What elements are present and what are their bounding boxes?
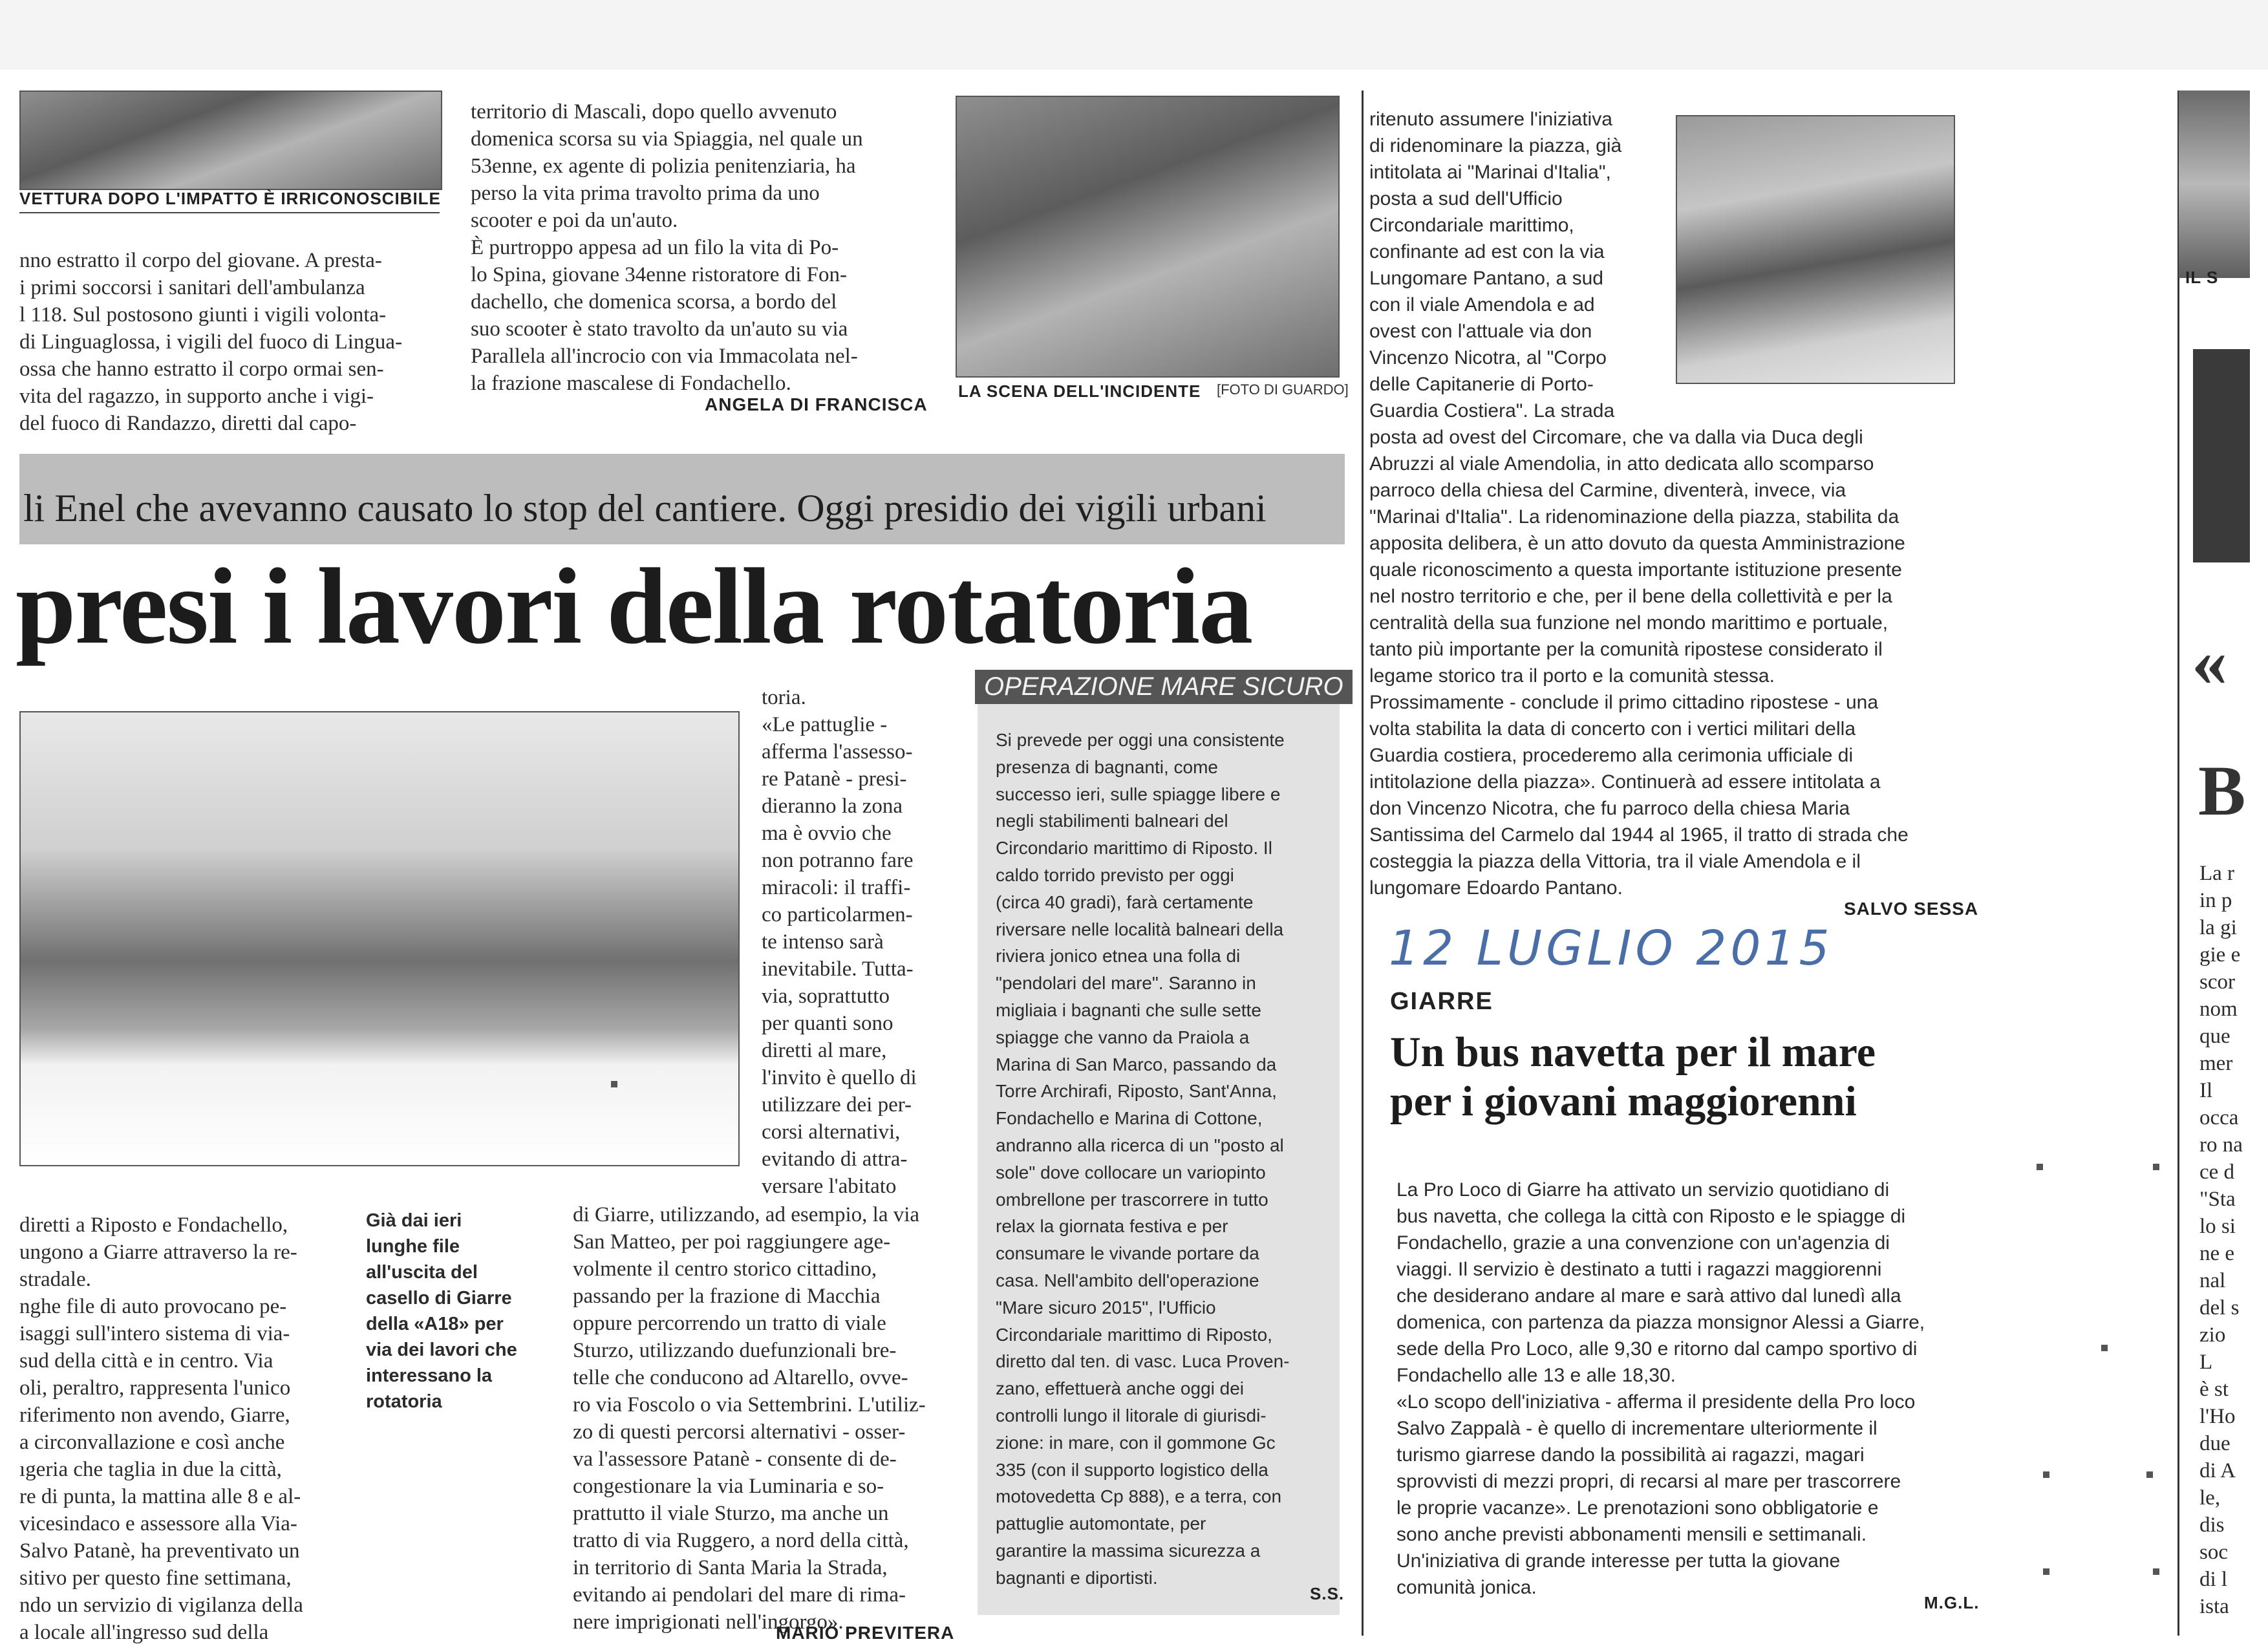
scan-dot (611, 1081, 617, 1087)
piazza-col-wide: posta ad ovest del Circomare, che va dalla via Duca degli Abruzzi al viale Amendolia, in atto dedicata allo scomparso parroco della chiesa del Carmine, diventerà, invece, via "Marinai d'Italia". La ridenominazione della piazza, stabilita da apposita delibera, è un atto dovuto da questa Amministrazione quale riconoscimento a questa importante istituzione presente nel nostro territorio e che, per il bene della collettività e per la centralità della sua funzione nel mondo marittimo e portuale, tanto più importante per la comunità ripostese considerato il legame storico tra il porto e la comunità stessa. Prossimamente - conclude il primo cittadino ripostese - una volta stabilita la data di concerto con i vertici militari della Guardia costiera, procederemo alla cerimonia ufficiale di intitolazione della piazza». Continuerà ad essere intitolata a don Vincenzo Nicotra, che fu parroco della chiesa Maria Santissima del Carmelo dal 1944 al 1965, il tratto di strada che costeggia la piazza della Vittoria, tra il viale Amendola e il lungomare Edoardo Pantano. (1369, 427, 1909, 899)
piazza-photo (1676, 115, 1955, 384)
scan-dot (2153, 1164, 2159, 1170)
handwritten-date: 12 LUGLIO 2015 (1389, 921, 1834, 976)
accident-scene-photo (956, 96, 1340, 378)
mare-sicuro-text: Si prevede per oggi una consistente presenza di bagnanti, come successo ieri, sulle spiagge libere e negli stabilimenti balneari del Circondario marittimo di Riposto. Il caldo torrido previsto per oggi (circa 40 gradi), farà certamente riversare nelle località balneari della riviera jonico etnea una folla di "pendolari del mare". Saranno in migliaia i bagnanti che sulle sette spiagge che vanno da Praiola a Marina di San Marco, passando da Torre Archirafi, Riposto, Sant'Anna, Fondachello e Marina di Cottone, andranno alla ricerca di un "posto al sole" dove collocare un variopinto ombrellone per trascorrere in tutto relax la giornata festiva e per consumare le vivande portare da casa. Nell'ambito dell'operazione "Mare sicuro 2015", l'Ufficio Circondariale marittimo di Riposto, diretto dal ten. di vasc. Luca Proven- zano, effettuerà anche oggi dei controlli lungo il litorale di giurisdi- zione: in mare, con il gommone Gc 335 (con il supporto logistico della motovedetta Cp 888), e a terra, con pattuglie automontate, per garantire la massima sicurezza a bagnanti e diportisti. (996, 730, 1290, 1588)
right-edge-photo (2179, 91, 2250, 278)
byline-mario: MARIO PREVITERA (776, 1623, 955, 1643)
photo-caption-left: VETTURA DOPO L'IMPATTO È IRRICONOSCIBILE (19, 189, 441, 208)
column-rule-right (2177, 91, 2179, 1636)
scan-margin (0, 0, 2268, 70)
giarre-signature: M.G.L. (1924, 1593, 1980, 1612)
right-edge-letter: B (2198, 751, 2246, 830)
main-col-left: diretti a Riposto e Fondachello, ungono a Giarre attraverso la re- stradale. nghe file di auto provocano pe- isaggi sull'intero sistema di via- sud della città e in centro. Via oli, peraltro, rappresenta l'unico riferimento non avendo, Giarre, a circonvallazione e così anche ıgeria che taglia in due la città, re di punta, la mattina alle 8 e al- vicesindaco e assessore alla Via- Salvo Patanè, ha preventivato un sitivo per questo fine settimana, ndo un servizio di vigilanza della a locale all'ingresso sud della (19, 1213, 303, 1644)
left-top-rule (19, 212, 440, 213)
scan-dot (2043, 1568, 2049, 1575)
right-edge-caption: IL S (2185, 268, 2219, 287)
right-edge-dark-block (2193, 349, 2250, 562)
main-col-b: di Giarre, utilizzando, ad esempio, la via San Matteo, per poi raggiungere age- volmente il centro storico cittadino, passando per la frazione di Macchia oppure percorrendo un tratto di viale Sturzo, utilizzando duefunzionali bre- telle che conducono ad Altarello, ovve- ro via Foscolo o via Settembrini. L'utiliz- zo di questi percorsi alternativi - osser- va l'assessore Patanè - consente di de- congestionare la via Luminaria e so- prattutto il viale Sturzo, ma anche un tratto di via Ruggero, a nord della città, in territorio di Santa Maria la Strada, evitando ai pendolari del mare di rima- nere imprigionati nell'ingorgo». (573, 1203, 926, 1634)
scene-photo-caption: LA SCENA DELL'INCIDENTE (958, 381, 1201, 401)
mid-top-text: territorio di Mascali, dopo quello avvenuto domenica scorsa su via Spiaggia, nel quale un 53enne, ex agente di polizia penitenziaria, ha perso la vita prima travolto prima da uno scooter e poi da un'auto. È purtroppo appesa ad un filo la vita di Po- lo Spina, giovane 34enne ristoratore di Fon- dachello, che domenica scorsa, a bordo del suo scooter è stato travolto da un'auto su via Parallela all'incrocio con via Immacolata nel- la frazione mascalese di Fondachello. (471, 100, 863, 395)
scene-photo-credit: [FOTO DI GUARDO] (1217, 381, 1349, 398)
scan-dot (2037, 1164, 2043, 1170)
rotatoria-photo (19, 711, 740, 1166)
giarre-headline: Un bus navetta per il mare per i giovani maggiorenni (1390, 1029, 1876, 1125)
scan-dot (2101, 1345, 2108, 1351)
mare-sicuro-signature: S.S. (1310, 1584, 1345, 1603)
byline-angela: ANGELA DI FRANCISCA (705, 394, 928, 414)
mare-sicuro-title: OPERAZIONE MARE SICURO (975, 670, 1353, 704)
rotatoria-photo-caption: Già dai ieri lunghe file all'uscita del casello di Giarre della «A18» per via dei lavori che interessano la rotatoria (366, 1210, 517, 1412)
piazza-col-narrow: ritenuto assumere l'iniziativa di ridenominare la piazza, già intitolata ai "Marinai d'Italia", posta a sud dell'Ufficio Circondariale marittimo, confinante ad est con la via Lungomare Pantano, a sud con il viale Amendola e ad ovest con l'attuale via don Vincenzo Nicotra, al "Corpo delle Capitanerie di Porto- Guardia Costiera". La strada (1369, 109, 1622, 422)
article-headline: presi i lavori della rotatoria (16, 546, 1252, 667)
scan-dot (2043, 1471, 2049, 1478)
byline-salvo-sessa: SALVO SESSA (1844, 899, 1979, 919)
right-edge-quote: « (2192, 622, 2227, 701)
right-edge-text: La r in p la gi gie e scor nom que mer Il occa ro na ce d "Sta lo si ne e nal del s zio L è st l'Ho due di A le, dis soc di l ista (2199, 862, 2243, 1618)
left-top-text: nno estratto il corpo del giovane. A presta- i primi soccorsi i sanitari dell'ambulanza l 118. Sul postosono giunti i vigili volonta- di Linguaglossa, i vigili del fuoco di Lingua- ossa che hanno estratto il corpo ormai sen- vita del ragazzo, in supporto anche i vigi- del fuoco di Randazzo, diretti dal capo- (19, 249, 403, 435)
main-col-a: toria. «Le pattuglie - afferma l'assesso- re Patanè - presi- dieranno la zona ma è ovvio che non potranno fare miracoli: il traffi- co particolarmen- te intenso sarà inevitabile. Tutta- via, soprattutto per quanti sono diretti al mare, l'invito è quello di utilizzare dei per- corsi alternativi, evitando di attra- versare l'abitato (762, 686, 917, 1198)
column-rule-left (1362, 91, 1364, 1636)
article-subhead: li Enel che avevanno causato lo stop del cantiere. Oggi presidio dei vigili urbani (23, 487, 1267, 529)
scan-dot (2153, 1568, 2159, 1575)
accident-photo-left (19, 91, 442, 190)
scan-dot (2146, 1471, 2153, 1478)
giarre-kicker: GIARRE (1390, 988, 1493, 1015)
giarre-text: La Pro Loco di Giarre ha attivato un servizio quotidiano di bus navetta, che collega la città con Riposto e le spiagge di Fondachello, grazie a una convenzione con un'agenzia di viaggi. Il servizio è destinato a tutti i ragazzi maggiorenni che desiderano andare al mare e sarà attivo dal lunedì alla domenica, con partenza da piazza monsignor Alessi a Giarre, sede della Pro Loco, alle 9,30 e ritorno dal campo sportivo di Fondachello alle 13 e alle 18,30. «Lo scopo dell'iniziativa - afferma il presidente della Pro loco Salvo Zappalà - è quello di incrementare ulteriormente il turismo giarrese dando la possibilità ai ragazzi, magari sprovvisti di mezzi propri, di recarsi al mare per trascorrere le proprie vacanze». Le prenotazioni sono obbligatorie e sono anche previsti abbonamenti mensili e settimanali. Un'iniziativa di grande interesse per tutta la giovane comunità jonica. (1396, 1179, 1925, 1598)
